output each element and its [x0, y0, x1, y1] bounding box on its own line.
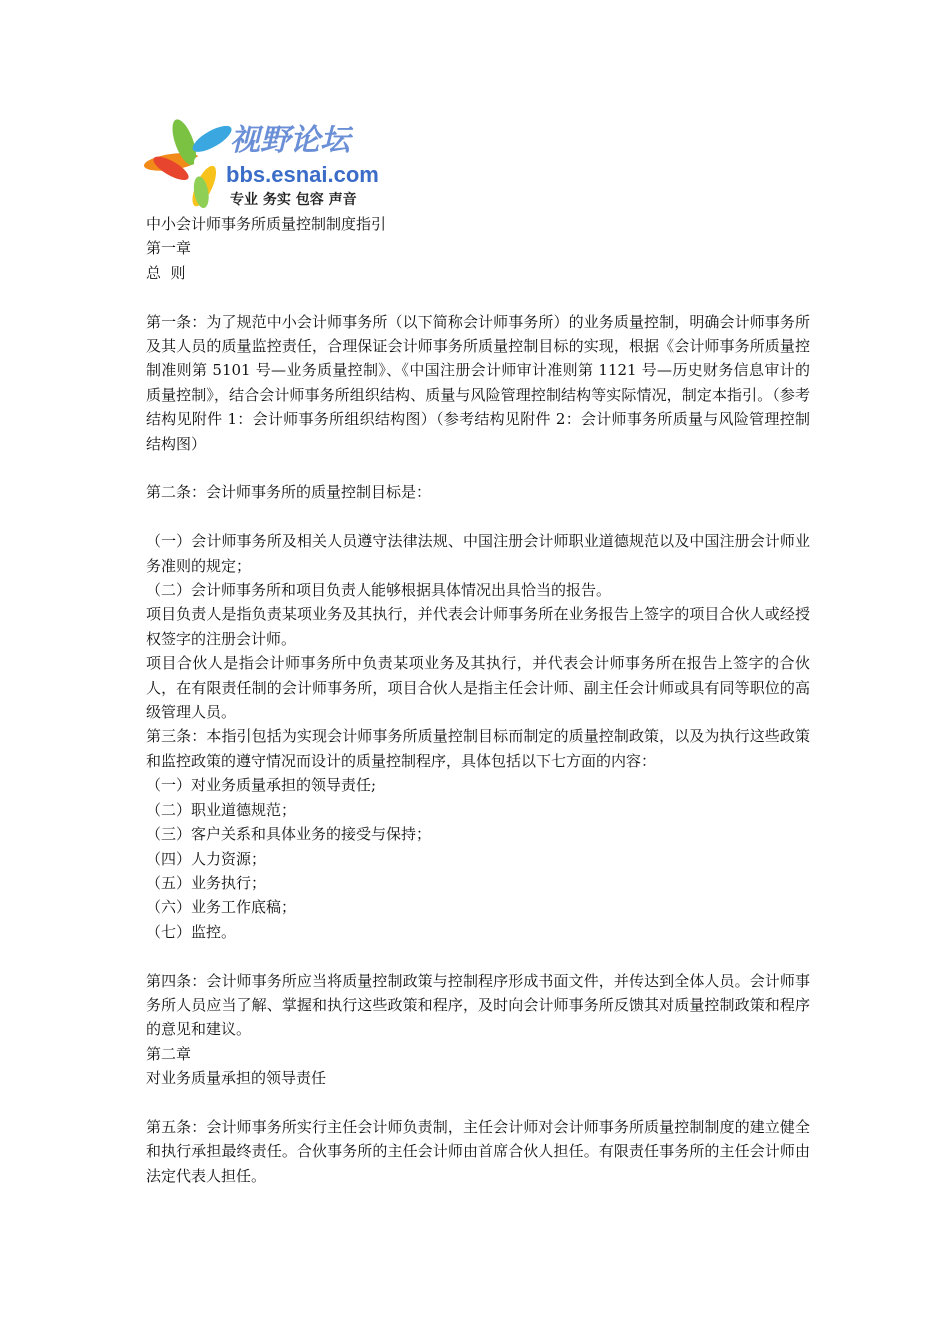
article-3-item: （四）人力资源； [146, 849, 267, 868]
spacer [146, 944, 810, 968]
definition-project-leader: 项目负责人是指负责某项业务及其执行，并代表会计师事务所在业务报告上签字的项目合伙人或经授权签字的注册会计师。 [146, 605, 810, 648]
chapter-2-heading: 第二章 [146, 1044, 192, 1063]
article-1: 第一条：为了规范中小会计师事务所（以下简称会计师事务所）的业务质量控制，明确会计师事务所及其人员的质量监控责任，合理保证会计师事务所质量控制目标的实现，根据《会计师事务所质量控制准则第 5101 号—业务质量控制》、《中国注册会计师审计准则第 1121 号—历史财务信息审计的质量控制》，结合会计师事务所组织结构、质量与风险管理控制结构等实际情况，制定本指引。（参考结构见附件 1：会计师事务所组织结构图）（参考结构见附件 2：会计师事务所质量与风险管理控制结构图） [146, 312, 810, 453]
spacer [146, 285, 810, 309]
site-logo [142, 114, 392, 212]
doc-title: 中小会计师事务所质量控制制度指引 [146, 215, 387, 233]
article-3: 第三条：本指引包括为实现会计师事务所质量控制目标而制定的质量控制政策，以及为执行这些政策和监控政策的遵守情况而设计的质量控制程序，具体包括以下七方面的内容： [146, 727, 810, 770]
logo-petal-blue [189, 121, 235, 157]
flower-logo-icon [142, 114, 392, 212]
article-2-item-1: （一）会计师事务所及相关人员遵守法律法规、中国注册会计师职业道德规范以及中国注册会计师业务准则的规定； [146, 532, 810, 575]
chapter-1-heading: 第一章 [146, 239, 192, 258]
logo-petal-center [194, 156, 206, 168]
chapter-2-name: 对业务质量承担的领导责任 [146, 1069, 327, 1088]
definition-project-partner: 项目合伙人是指会计师事务所中负责某项业务及其执行，并代表会计师事务所在报告上签字的合伙人，在有限责任制的会计师事务所，项目合伙人是指主任会计师、副主任会计师或具有同等职位的高级管理人员。 [146, 654, 810, 722]
article-3-item: （三）客户关系和具体业务的接受与保持； [146, 825, 432, 844]
document-body [146, 212, 810, 1188]
logo-url: bbs.esnai.com [226, 162, 379, 187]
logo-slogan: 专业 务实 包容 声音 [230, 192, 357, 208]
article-2: 第二条：会计师事务所的质量控制目标是： [146, 483, 432, 502]
chapter-1-name: 总 则 [146, 263, 186, 282]
spacer [146, 1091, 810, 1115]
article-5: 第五条：会计师事务所实行主任会计师负责制，主任会计师对会计师事务所质量控制制度的建立健全和执行承担最终责任。合伙事务所的主任会计师由首席合伙人担任。有限责任事务所的主任会计师由法定代表人担任。 [146, 1117, 810, 1185]
article-3-item: （七）监控。 [146, 922, 237, 941]
article-2-item-2: （二）会计师事务所和项目负责人能够根据具体情况出具恰当的报告。 [146, 581, 612, 600]
article-3-item: （一）对业务质量承担的领导责任; [146, 776, 377, 795]
spacer [146, 505, 810, 529]
article-3-item: （六）业务工作底稿； [146, 898, 297, 917]
article-3-item: （五）业务执行； [146, 873, 267, 892]
article-4: 第四条：会计师事务所应当将质量控制政策与控制程序形成书面文件，并传达到全体人员。会计师事务所人员应当了解、掌握和执行这些政策和程序，及时向会计师事务所反馈其对质量控制政策和程序的意见和建议。 [146, 971, 810, 1039]
spacer [146, 456, 810, 480]
logo-title: 视野论坛 [230, 123, 350, 158]
article-3-item: （二）职业道德规范； [146, 800, 297, 819]
